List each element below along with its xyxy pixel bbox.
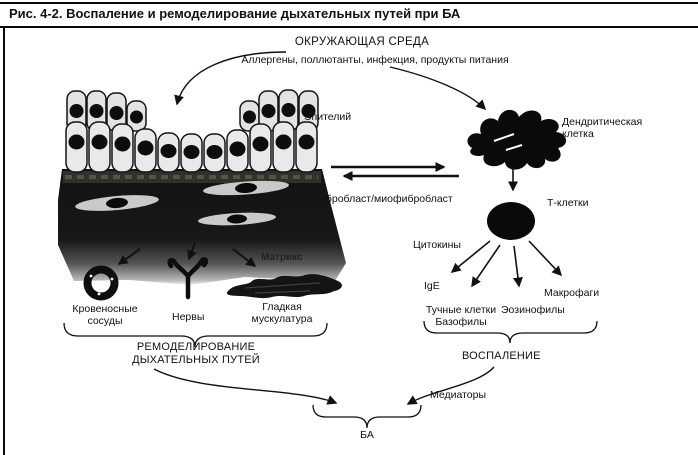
remodeling-to-asthma-arrow <box>154 369 336 403</box>
asthma-label: БА <box>360 429 374 441</box>
nerves-label: Нервы <box>172 311 205 323</box>
environment-title: ОКРУЖАЮЩАЯ СРЕДА <box>294 36 430 48</box>
smooth-muscle-label: Гладкая мускулатура <box>251 301 313 326</box>
mast-basophils-label: Тучные клетки Базофилы <box>425 304 497 329</box>
inflammation-label: ВОСПАЛЕНИЕ <box>462 350 541 362</box>
ige-label: IgE <box>424 280 440 292</box>
matrix-label: Матрикс <box>261 252 303 263</box>
t-cells-label: Т-клетки <box>547 197 589 209</box>
mediators-label: Медиаторы <box>430 389 486 401</box>
dendritic-cell-illustration <box>467 110 566 170</box>
remodeling-label: РЕМОДЕЛИРОВАНИЕ ДЫХАТЕЛЬНЫХ ПУТЕЙ <box>132 341 260 366</box>
epithelium-label: Эпителий <box>304 111 352 123</box>
blood-vessels-label: Кровеносные сосуды <box>72 303 138 328</box>
t-cell-illustration <box>487 202 535 240</box>
environment-to-dendritic-arrow <box>390 67 485 109</box>
equilibrium-arrows <box>331 167 459 176</box>
figure-title: Рис. 4-2. Воспаление и ремоделирование дыхательных путей при БА <box>9 6 461 21</box>
braces <box>64 321 597 428</box>
fibroblast-label: Фибробласт/миофибробласт <box>312 193 453 205</box>
macrophages-label: Макрофаги <box>544 287 600 299</box>
tcell-fan-arrows <box>452 241 561 286</box>
smooth-muscle-illustration <box>227 274 342 298</box>
asthma-brace <box>313 405 421 428</box>
environment-subtitle: Аллергены, поллютанты, инфекция, продукты питания <box>241 54 509 66</box>
cytokines-label: Цитокины <box>413 239 461 251</box>
eosinophils-label: Эозинофилы <box>501 304 565 316</box>
epithelium-illustration <box>66 90 318 172</box>
dendritic-cell-label: Дендритическая клетка <box>562 116 643 141</box>
